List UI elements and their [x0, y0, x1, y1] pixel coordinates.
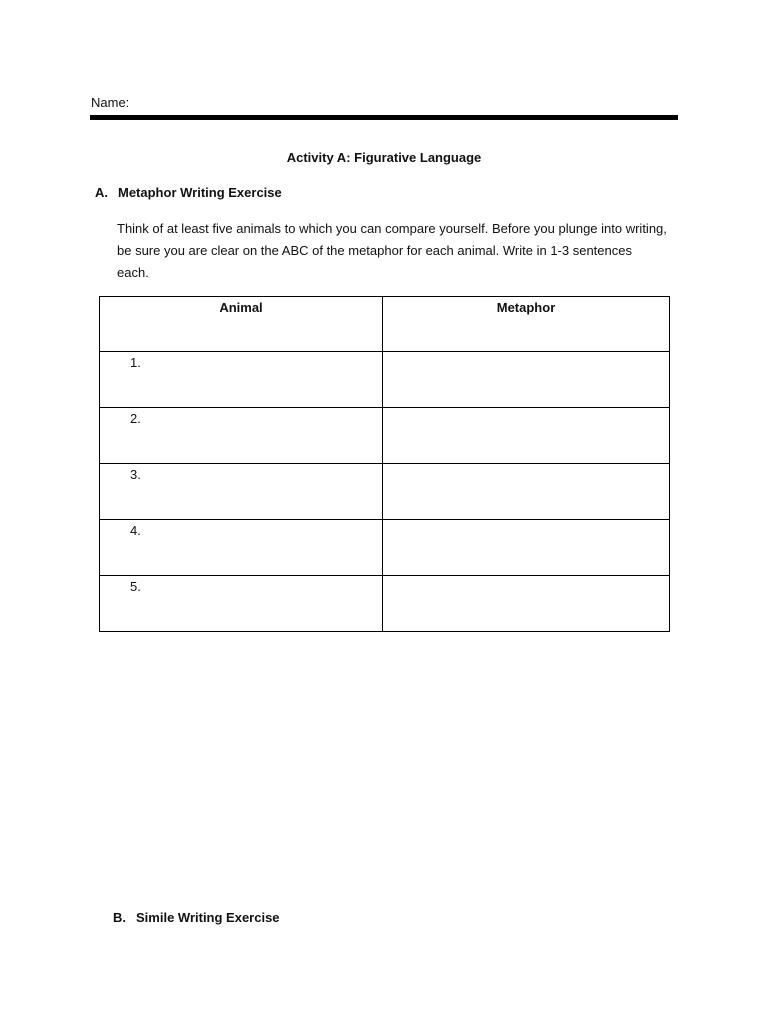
animal-cell[interactable]: [100, 352, 383, 408]
row-number: 5.: [130, 579, 141, 594]
row-number: 1.: [130, 355, 141, 370]
metaphor-cell[interactable]: [383, 520, 670, 576]
section-a-instructions: Think of at least five animals to which you can compare yourself. Before you plunge into writing, be sure you are clear on the ABC of the metaphor for each animal. Write in 1-3 sentences each.: [117, 221, 667, 280]
table-row: [100, 408, 670, 464]
animal-cell[interactable]: [100, 520, 383, 576]
column-header-animal: Animal: [100, 297, 383, 352]
row-number: 2.: [130, 411, 141, 426]
name-underline: [90, 115, 678, 120]
table-row: [100, 520, 670, 576]
row-number: 3.: [130, 467, 141, 482]
animal-cell[interactable]: [100, 576, 383, 632]
metaphor-cell[interactable]: [383, 576, 670, 632]
section-b-heading: [113, 910, 280, 925]
table-header-row: [100, 297, 670, 352]
animal-cell[interactable]: [100, 464, 383, 520]
section-a-letter: A.: [95, 185, 108, 200]
section-b-title: Simile Writing Exercise: [136, 910, 280, 925]
animal-cell[interactable]: [100, 408, 383, 464]
metaphor-table: [99, 296, 670, 632]
activity-title: Activity A: Figurative Language: [286, 150, 482, 165]
section-a-title: Metaphor Writing Exercise: [118, 185, 282, 200]
section-b-letter: B.: [113, 910, 126, 925]
name-label: Name:: [91, 95, 130, 110]
table-row: [100, 576, 670, 632]
row-number: 4.: [130, 523, 141, 538]
metaphor-cell[interactable]: [383, 352, 670, 408]
table-row: [100, 352, 670, 408]
metaphor-cell[interactable]: [383, 408, 670, 464]
section-a-heading: [95, 185, 282, 200]
table-row: [100, 464, 670, 520]
metaphor-cell[interactable]: [383, 464, 670, 520]
column-header-metaphor: Metaphor: [383, 297, 670, 352]
